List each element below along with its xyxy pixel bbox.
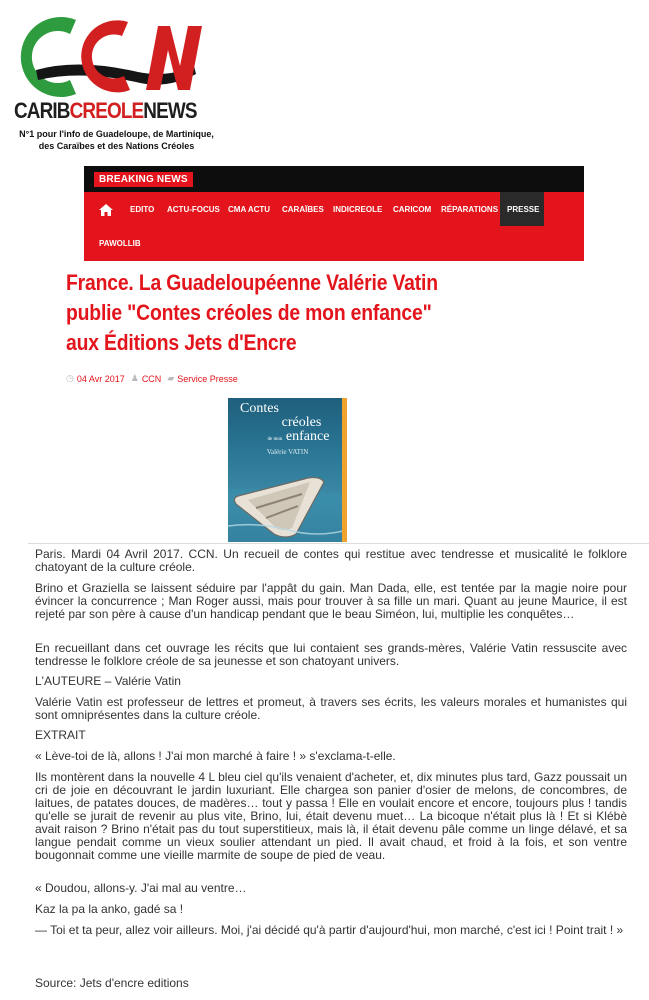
- paragraph-extrait-2: Ils montèrent dans la nouvelle 4 L bleu ciel qu'ils venaient d'acheter, et, dix minutes plus tard, Gazz poussait un cri de joie en découvrant le jardin luxuriant. Elle chargea son panier d'osier de melons, de concombres, de laitues, de patates douces, de madères… tout y passa ! Elle en voulait encore et encore, toujours plus ! tandis qu'elle se jurait de revenir au plus vite, Brino, lui, était devenu muet… La bicoque n'était plus là ! Et si Klébè avait raison ? Brino n'était pas du tout superstitieux, mais là, il était devenu pâle comme un linge délavé, et sa langue pendait comme un vieux soulier attendant un pied. Il avait chaud, et froid à la fois, et son ventre bougonnait comme une vieille marmite de soupe de pied de veau.: [35, 770, 627, 862]
- heading-auteure: L'AUTEURE – Valérie Vatin: [35, 674, 181, 688]
- home-icon[interactable]: [99, 204, 113, 216]
- book-title-small: de mon: [267, 437, 283, 442]
- folder-icon: ▰: [167, 373, 175, 383]
- paragraph-summary: Brino et Graziella se laissent séduire par l'appât du gain. Man Dada, elle, est tentée par la magie noire pour évincer la concurrence ; Man Roger aussi, mais pour trouver à sa fille un mari. Quant au jeune Maurice, il est rejeté par son père à cause d'un handicap pendant que le beau Siméon, lui, multiplie les conquêtes…: [35, 581, 627, 621]
- article-title-line-1: France. La Guadeloupéenne Valérie Vatin: [66, 270, 438, 295]
- nav-item-presse[interactable]: PRESSE: [507, 205, 540, 214]
- boat-illustration: [228, 460, 347, 542]
- tagline-line-1: N°1 pour l'info de Guadeloupe, de Martinique,: [19, 129, 214, 139]
- nav-item-reparations[interactable]: RÉPARATIONS: [441, 205, 499, 214]
- breaking-news-bar: [84, 166, 584, 192]
- source-line: Source: Jets d'encre editions: [35, 976, 189, 990]
- paragraph-extrait-5: — Toi et ta peur, allez voir ailleurs. Moi, j'ai décidé qu'à partir d'aujourd'hui, mon marché, c'est ici ! Point trait ! »: [35, 923, 624, 937]
- paragraph-recueil: En recueillant dans cet ouvrage les récits que lui contaient ses grands-mères, Valérie Vatin ressuscite avec tendresse le folklore créole de sa jeunesse et son chatoyant univers.: [35, 641, 627, 668]
- paragraph-auteure: Valérie Vatin est professeur de lettres et promeut, à travers ses écrits, les valeurs morales et humanistes qui sont omniprésentes dans la culture créole.: [35, 695, 627, 722]
- article-date: 04 Avr 2017: [76, 373, 125, 384]
- nav-item-edito[interactable]: EDITO: [130, 205, 155, 214]
- logo-tagline: [14, 128, 219, 152]
- logo-word-creole: CREOLE: [69, 98, 144, 123]
- user-icon: ♟: [130, 373, 139, 383]
- nav-item-cma-actu[interactable]: CMA ACTU: [228, 205, 271, 214]
- ccn-logo-mark: [18, 12, 208, 102]
- article-meta: [66, 373, 238, 384]
- article-title-line-2: publie "Contes créoles de mon enfance": [66, 300, 432, 325]
- book-title-line-1: Contes: [240, 401, 279, 416]
- paragraph-intro: Paris. Mardi 04 Avril 2017. CCN. Un recueil de contes qui restitue avec tendresse et musicalité le folklore chatoyant de la culture créole.: [35, 547, 627, 574]
- breaking-news-label[interactable]: BREAKING NEWS: [94, 172, 193, 187]
- paragraph-extrait-3: « Doudou, allons-y. J'ai mal au ventre…: [35, 881, 247, 895]
- article-category[interactable]: Service Presse: [177, 373, 238, 384]
- site-logo[interactable]: [14, 12, 214, 152]
- book-cover-image: [228, 398, 347, 542]
- book-spine-stripe: [342, 398, 347, 542]
- main-navigation: [84, 192, 584, 261]
- heading-extrait: EXTRAIT: [35, 728, 86, 742]
- book-title-line-3: enfance: [285, 429, 330, 444]
- article-title-line-3: aux Éditions Jets d'Encre: [66, 330, 297, 355]
- tagline-line-2: des Caraïbes et des Nations Créoles: [38, 141, 195, 151]
- clock-icon: ◷: [66, 373, 74, 383]
- article-title: [66, 268, 471, 358]
- book-cover-author: Valérie VATIN: [266, 448, 309, 456]
- nav-item-pawollib[interactable]: PAWOLLIB: [99, 239, 141, 248]
- book-title-line-3-wrap: [228, 430, 347, 447]
- content-divider: [28, 543, 649, 544]
- article-author[interactable]: CCN: [141, 373, 162, 384]
- logo-word-carib: CARIB: [14, 98, 70, 123]
- paragraph-extrait-1: « Lève-toi de là, allons ! J'ai mon marché à faire ! » s'exclama-t-elle.: [35, 749, 396, 763]
- paragraph-extrait-4: Kaz la pa la anko, gadé sa !: [35, 902, 184, 916]
- book-cover-title: [228, 402, 347, 447]
- book-title-line-2: créoles: [281, 415, 322, 430]
- nav-item-caraibes[interactable]: CARAÏBES: [282, 205, 324, 214]
- nav-item-actu-focus[interactable]: ACTU-FOCUS: [167, 205, 220, 214]
- nav-item-caricom[interactable]: CARICOM: [393, 205, 432, 214]
- logo-wordmark: [14, 98, 197, 124]
- nav-item-indicreole[interactable]: INDICREOLE: [333, 205, 383, 214]
- logo-word-news: NEWS: [143, 98, 197, 123]
